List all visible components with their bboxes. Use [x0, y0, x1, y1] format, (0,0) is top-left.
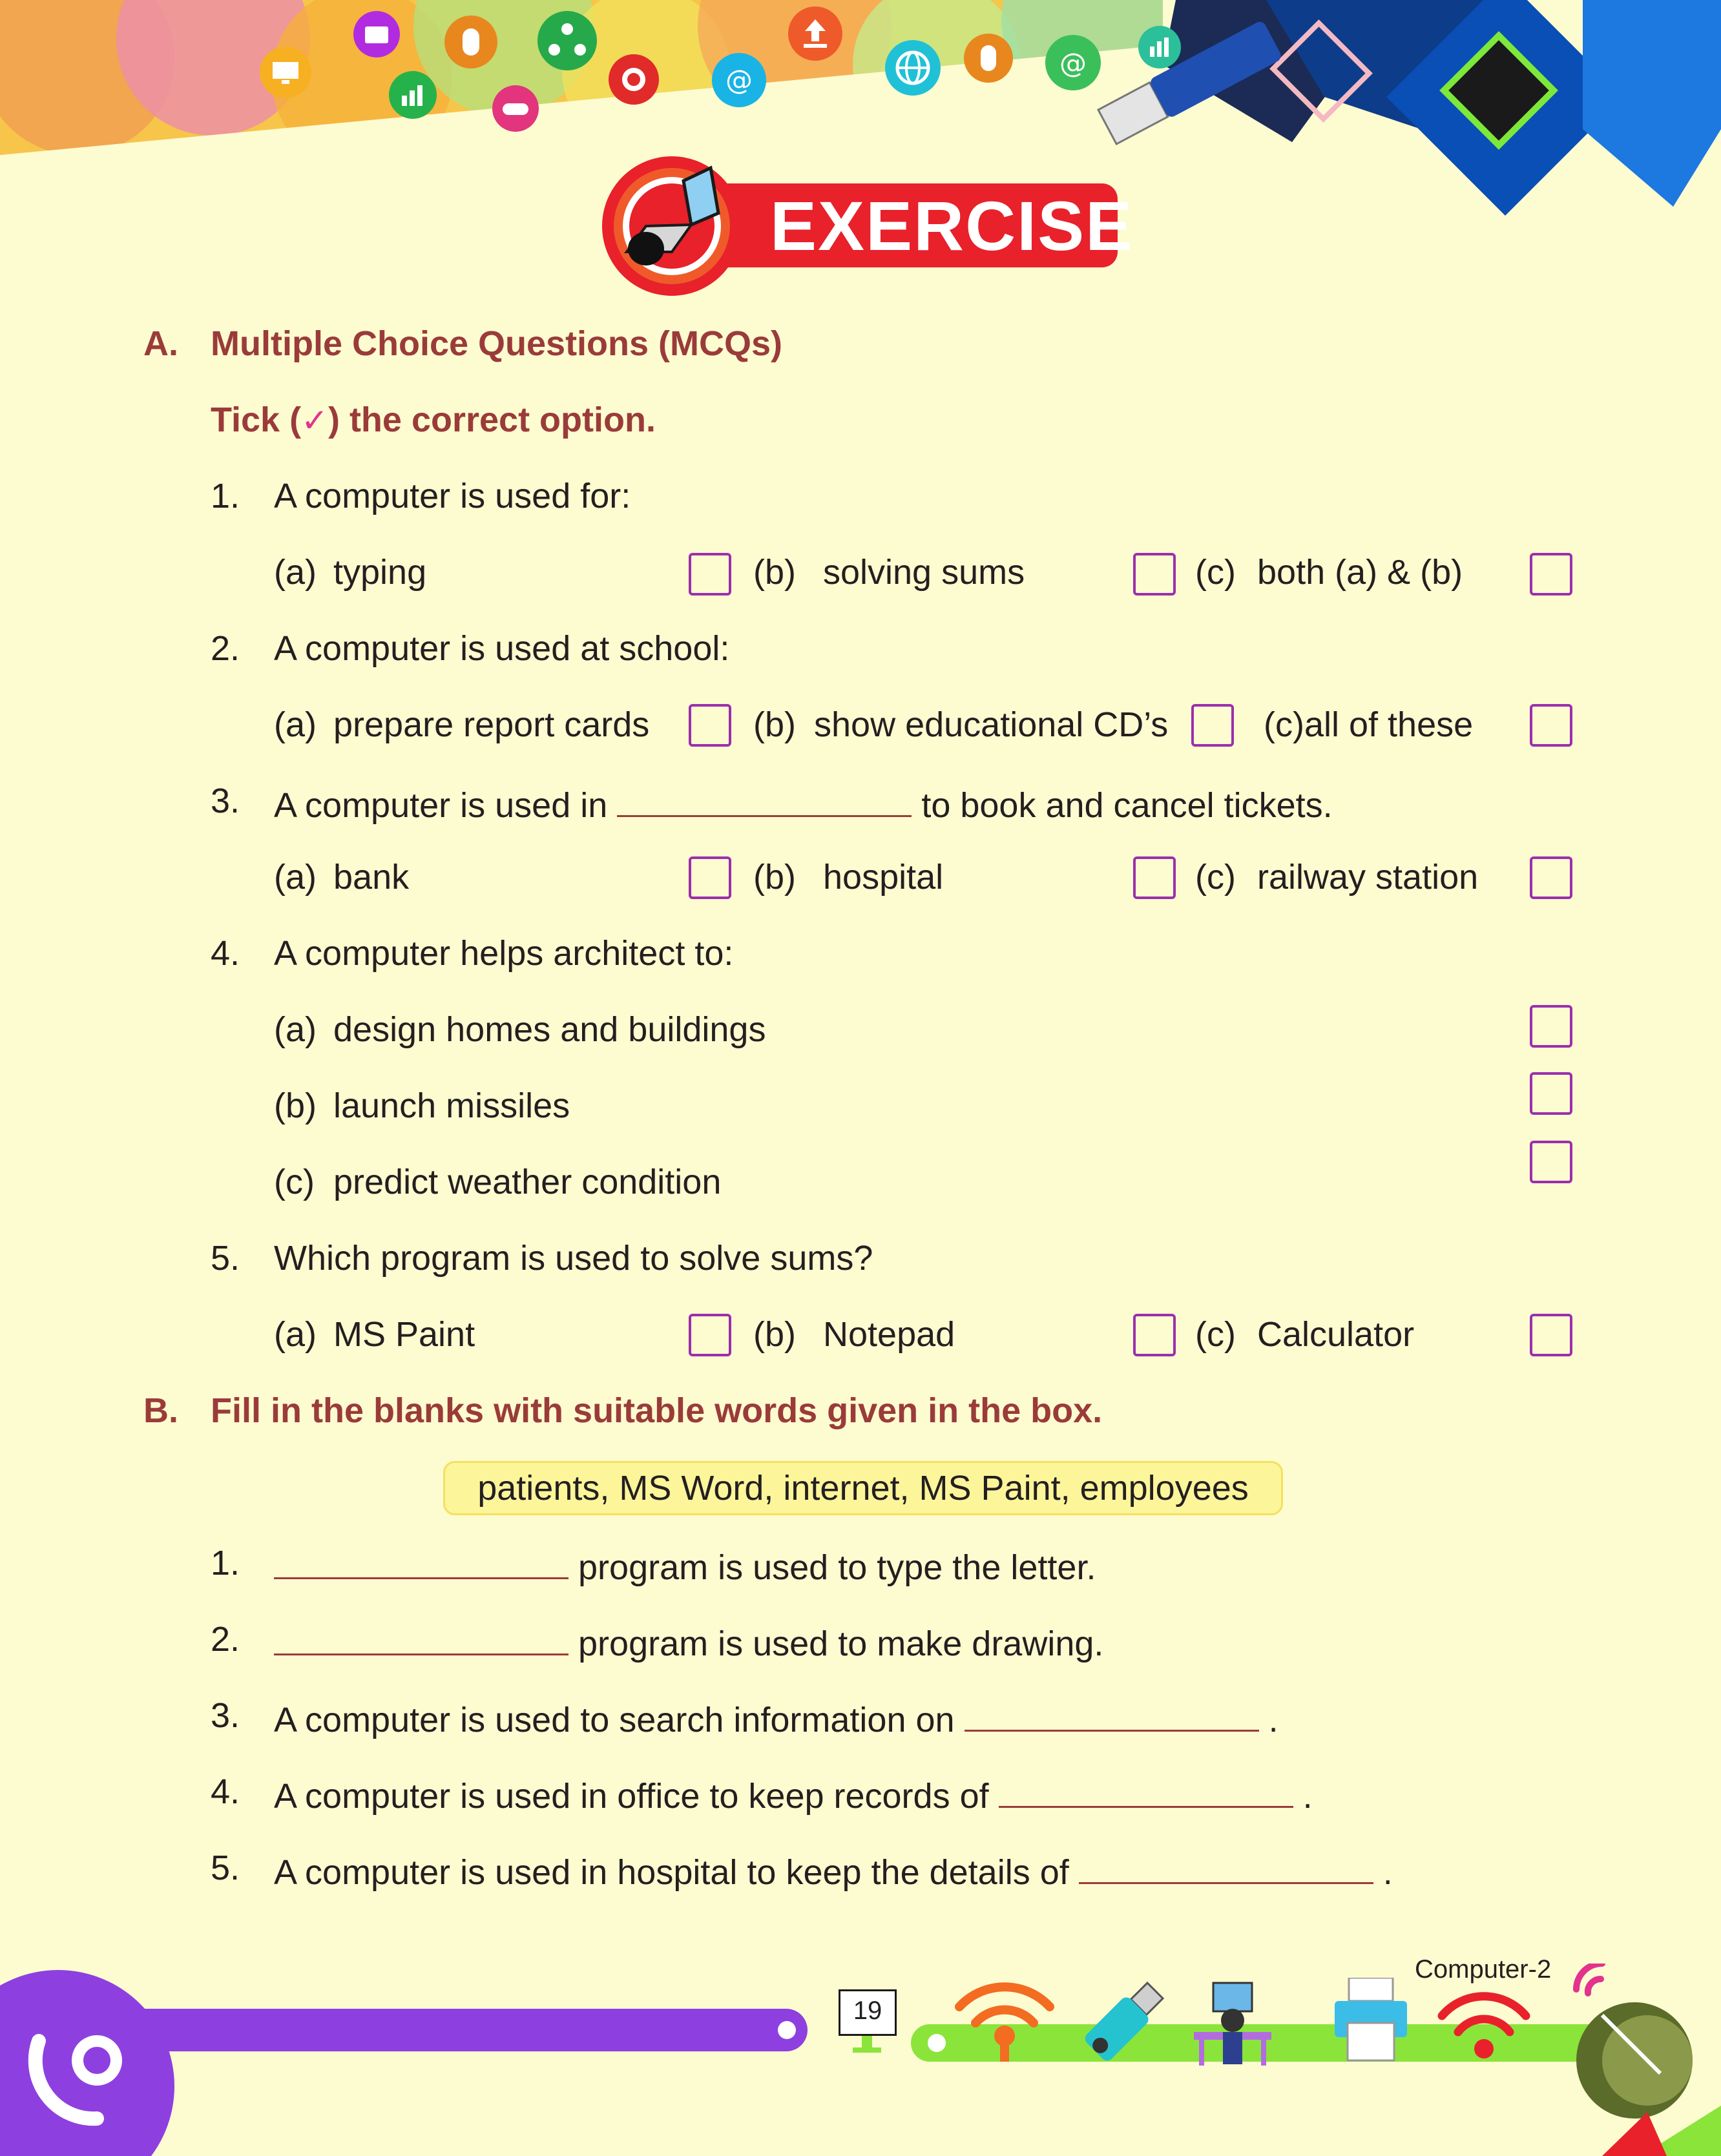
fill-item-before: A computer is used in hospital to keep the details of [274, 1853, 1069, 1892]
question-number: 4. [211, 934, 240, 973]
network-icon [536, 10, 598, 72]
at-icon [711, 52, 767, 109]
section-b-letter: B. [143, 1391, 178, 1430]
fill-item-after: program is used to type the letter. [578, 1548, 1096, 1587]
wifi-icon [950, 1971, 1059, 2062]
chart-icon [388, 70, 438, 120]
page-number-monitor [839, 1989, 895, 2057]
option-letter: (b) [753, 705, 796, 744]
fill-item-after: . [1382, 1853, 1393, 1892]
monitor-stand [862, 2036, 872, 2047]
question-text: A computer helps architect to: [274, 934, 734, 973]
option-checkbox[interactable] [689, 856, 731, 899]
option-text: show educational CD’s [814, 705, 1169, 744]
fill-item-number: 5. [211, 1849, 240, 1887]
option-text: prepare report cards [333, 705, 650, 744]
page-number: 19 [853, 1996, 882, 2025]
mouse-icon [443, 14, 499, 70]
option-text: both (a) & (b) [1257, 553, 1463, 592]
chart-icon [1137, 25, 1182, 70]
question-text: Which program is used to solve sums? [274, 1239, 873, 1278]
option-text: Notepad [823, 1315, 955, 1354]
question-number: 3. [211, 782, 240, 820]
option-checkbox[interactable] [1530, 704, 1572, 747]
option-checkbox[interactable] [1530, 553, 1572, 596]
option-text: MS Paint [333, 1315, 475, 1354]
usb-drive-icon [1072, 1976, 1169, 2073]
option-text: hospital [823, 858, 944, 897]
answer-blank[interactable] [274, 1619, 568, 1655]
gamepad-icon [491, 84, 540, 133]
book-name: Computer-2 [1415, 1955, 1552, 1984]
option-text: bank [333, 858, 410, 897]
option-letter: (b) [274, 1086, 317, 1125]
option-checkbox[interactable] [689, 704, 731, 747]
svg-text:@: @ [1059, 47, 1087, 79]
question-number: 5. [211, 1239, 240, 1278]
option-letter: (a) [274, 705, 317, 744]
fill-item [274, 1619, 1103, 1664]
word-box: patients, MS Word, internet, MS Paint, employees [443, 1461, 1283, 1515]
section-a-letter: A. [143, 324, 178, 363]
question-text: A computer is used at school: [274, 629, 730, 668]
section-b-heading: Fill in the blanks with suitable words given in the box. [211, 1391, 1103, 1430]
option-letter: (a) [274, 858, 317, 897]
option-checkbox[interactable] [1530, 1005, 1572, 1048]
option-text: launch missiles [333, 1086, 570, 1125]
fill-item-number: 3. [211, 1696, 240, 1735]
fill-item-after: . [1268, 1701, 1278, 1739]
laptop-icon [601, 155, 743, 297]
option-letter: (a) [274, 1315, 317, 1354]
answer-blank[interactable] [965, 1695, 1259, 1732]
option-text: (c)all of these [1264, 705, 1474, 744]
monitor-base [853, 2047, 881, 2053]
option-checkbox[interactable] [1530, 1072, 1572, 1115]
question-number: 1. [211, 477, 240, 515]
answer-blank[interactable] [999, 1771, 1293, 1808]
instruction-post: ) the correct option. [328, 400, 656, 439]
fill-item-number: 1. [211, 1544, 240, 1582]
option-checkbox[interactable] [689, 553, 731, 596]
question-text-after: to book and cancel tickets. [921, 786, 1333, 825]
fill-item-number: 4. [211, 1772, 240, 1811]
fill-item-before: A computer is used to search information on [274, 1701, 955, 1739]
option-checkbox[interactable] [1530, 856, 1572, 899]
question-text-before: A computer is used in [274, 786, 608, 825]
option-checkbox[interactable] [1530, 1314, 1572, 1356]
upload-icon [787, 5, 844, 62]
answer-blank[interactable] [617, 780, 912, 817]
option-checkbox[interactable] [1133, 553, 1176, 596]
desk-worker-icon [1187, 1976, 1278, 2067]
answer-blank[interactable] [274, 1542, 568, 1579]
option-letter: (c) [274, 1163, 315, 1201]
fill-item [274, 1695, 1278, 1741]
svg-text:@: @ [725, 64, 753, 96]
fill-item [274, 1542, 1096, 1588]
tick-mark-icon: ✓ [301, 402, 328, 439]
answer-blank[interactable] [1079, 1847, 1373, 1884]
globe-icon [884, 39, 942, 97]
section-a-heading: Multiple Choice Questions (MCQs) [211, 324, 783, 363]
option-letter: (c) [1195, 1315, 1236, 1354]
option-letter: (b) [753, 858, 796, 897]
exercise-banner [601, 155, 1134, 297]
option-letter: (a) [274, 1010, 317, 1049]
fill-item-before: A computer is used in office to keep records of [274, 1777, 989, 1816]
option-letter: (a) [274, 553, 317, 592]
option-letter: (b) [753, 1315, 796, 1354]
instruction-pre: Tick ( [211, 400, 302, 439]
at-icon [1044, 34, 1102, 92]
option-text: railway station [1257, 858, 1479, 897]
option-letter: (c) [1195, 553, 1236, 592]
monitor-icon [258, 45, 313, 99]
page-title: EXERCISE [770, 187, 1134, 265]
option-text: Calculator [1257, 1315, 1415, 1354]
fill-item [274, 1847, 1393, 1893]
option-checkbox[interactable] [1191, 704, 1234, 747]
question-text: A computer is used for: [274, 477, 631, 515]
header-icons [0, 0, 1163, 155]
option-text: predict weather condition [333, 1163, 722, 1201]
section-a-instruction [211, 399, 656, 441]
fill-item-after: program is used to make drawing. [578, 1624, 1104, 1663]
fill-item-number: 2. [211, 1620, 240, 1659]
question-number: 2. [211, 629, 240, 668]
satellite-dish-icon [1563, 1964, 1721, 2156]
option-checkbox[interactable] [1133, 856, 1176, 899]
option-letter: (c) [1195, 858, 1236, 897]
option-checkbox[interactable] [689, 1314, 731, 1356]
mouse-icon [963, 32, 1014, 84]
fill-item [274, 1771, 1313, 1817]
gears-icon [607, 53, 660, 106]
option-checkbox[interactable] [1133, 1314, 1176, 1356]
printer-icon [1331, 1978, 1411, 2062]
option-text: design homes and buildings [333, 1010, 766, 1049]
folder-icon [352, 10, 401, 59]
wifi-icon [1435, 1987, 1532, 2064]
option-letter: (b) [753, 553, 796, 592]
option-text: typing [333, 553, 427, 592]
fill-item-after: . [1302, 1777, 1313, 1816]
option-text: solving sums [823, 553, 1025, 592]
option-checkbox[interactable] [1530, 1141, 1572, 1183]
question-text [274, 780, 1333, 826]
